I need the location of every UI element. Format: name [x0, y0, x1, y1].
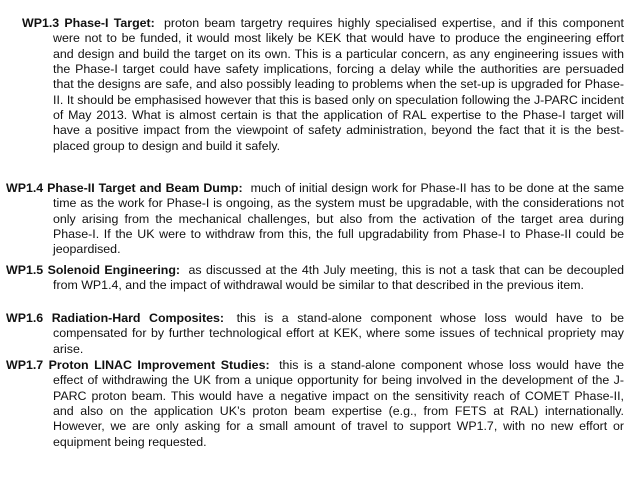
wp1-5-title: WP1.5 Solenoid Engineering: — [6, 263, 181, 277]
wp1-7-body: this is a stand-alone component whose loss would have the effect of withdrawing the UK from a unique opportunity for being involved in the development of the J-PARC proton beam. This would have a negative impact on the sensitivity reach of COMET Phase-II, and also on the application UK’s proton beam expertise (e.g., from FETS at RAL) internationally. However, we are only asking for a small amount of travel to support WP1.7, with no new effort or equipment being requested. — [53, 358, 625, 449]
wp1-4-paragraph — [6, 181, 624, 258]
wp1-4-body: much of initial design work for Phase-II has to be done at the same time as the work for Phase-I is ongoing, as the system must be upgradable, with the considerations not only arising from the mechanical challenges, but also from the activation of the target area during Phase-I. If the UK were to withdraw from this, the full upgradability from Phase-I to Phase-II could be jeopardised. — [53, 181, 624, 257]
wp1-3-title: WP1.3 Phase-I Target: — [22, 16, 155, 30]
wp1-7-paragraph — [6, 358, 624, 450]
wp1-5-body: as discussed at the 4th July meeting, this is not a task that can be decoupled from WP1.4, and the impact of withdrawal would be similar to that described in the previous item. — [53, 263, 624, 293]
wp1-4-title: WP1.4 Phase-II Target and Beam Dump: — [6, 181, 243, 195]
wp1-6-paragraph — [6, 311, 624, 357]
wp1-7-title: WP1.7 Proton LINAC Improvement Studies: — [6, 358, 270, 372]
wp1-3-body: proton beam targetry requires highly specialised expertise, and if this component were not to be funded, it would most likely be KEK that would have to produce the engineering effort and design and build the target on its own. This is a particular concern, as any engineering issues with the Phase-I target could have safety implications, forcing a delay while the authorities are persuaded that the designs are safe, and also possibly leading to problems when the set-up is upgraded for Phase-II. It should be emphasised however that this is based only on speculation following the J-PARC incident of May 2013. What is almost certain is that the application of RAL expertise to the Phase-I target will have a positive impact from the viewpoint of safety administration, beyond the fact that it is the best-placed group to design and build it safely. — [53, 16, 624, 153]
wp1-5-paragraph — [6, 263, 624, 294]
wp1-6-body: this is a stand-alone component whose loss would have to be compensated for by further technological effort at KEK, where some issues of technical propriety may arise. — [53, 311, 624, 356]
wp1-6-title: WP1.6 Radiation-Hard Composites: — [6, 311, 225, 325]
wp1-3-paragraph — [6, 16, 624, 154]
